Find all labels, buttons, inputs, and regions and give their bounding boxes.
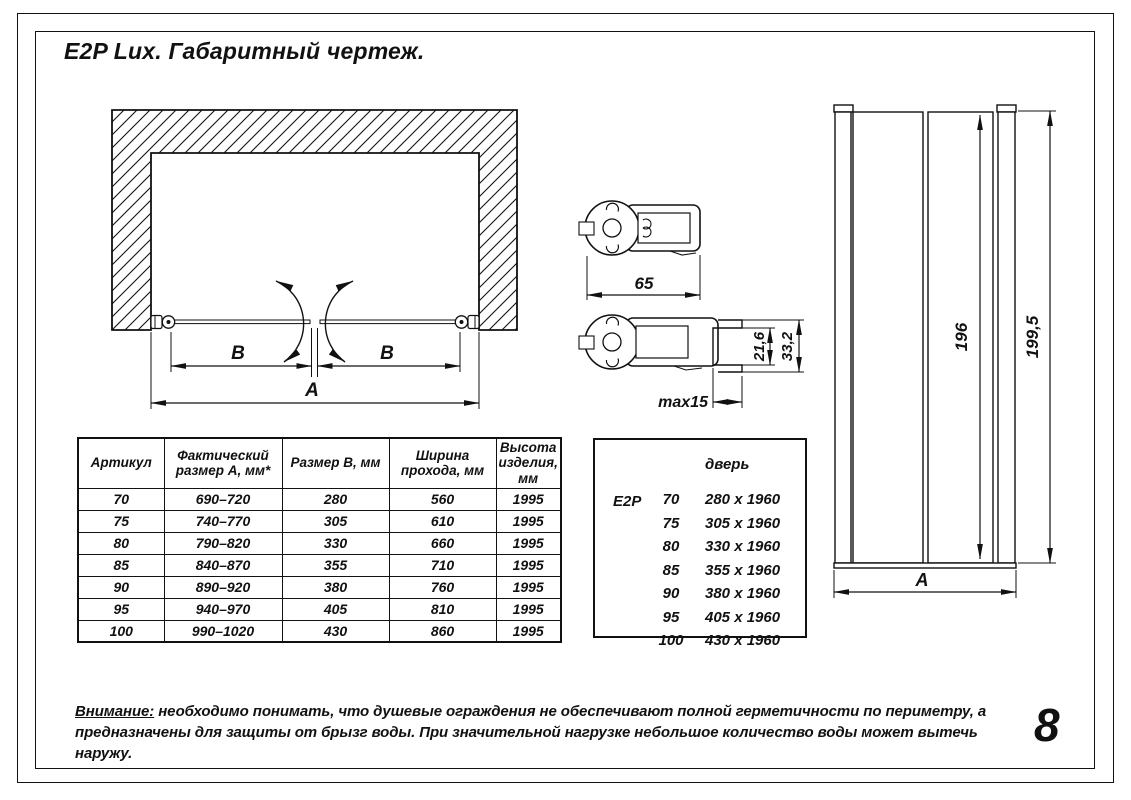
- table-row: [78, 576, 561, 598]
- cell: 890–920: [164, 576, 282, 598]
- list-item: [595, 609, 805, 633]
- door-dims: 405 x 1960: [705, 608, 781, 626]
- door-size: 95: [662, 608, 680, 626]
- cell: 610: [389, 510, 496, 532]
- cell: 85: [78, 554, 164, 576]
- bottom-rail: [834, 563, 1016, 568]
- list-item: [595, 538, 805, 562]
- profile-top-shape: [579, 201, 700, 255]
- header-articul: Артикул: [78, 438, 164, 488]
- door-right: [320, 320, 456, 324]
- cell: 430: [282, 620, 389, 642]
- cell: 330: [282, 532, 389, 554]
- door-dims: 280 x 1960: [705, 491, 781, 508]
- cell: 1995: [496, 532, 561, 554]
- profile-top-width-label: 65: [634, 274, 654, 293]
- cell: 95: [78, 598, 164, 620]
- cell: 560: [389, 488, 496, 510]
- header-pass-width: Ширина прохода, мм: [389, 438, 496, 488]
- cell: 1995: [496, 598, 561, 620]
- door-dims: 430 x 1960: [705, 632, 781, 649]
- cell: 1995: [496, 554, 561, 576]
- cell: 70: [78, 488, 164, 510]
- wall-profile-right: [998, 112, 1015, 563]
- header-size-b: Размер В, мм: [282, 438, 389, 488]
- header-actual-size-a: Фактический размер А, мм*: [164, 438, 282, 488]
- cell: 100: [78, 620, 164, 642]
- profile-top-drawing: [578, 198, 718, 310]
- door-dims: 355 x 1960: [705, 561, 781, 579]
- cell: 1995: [496, 576, 561, 598]
- door-dims: 380 x 1960: [705, 585, 781, 602]
- dim-a-label: A: [305, 380, 319, 401]
- list-item: [595, 515, 805, 539]
- page-number: 8: [1034, 699, 1060, 751]
- cell: 940–970: [164, 598, 282, 620]
- cell: 790–820: [164, 532, 282, 554]
- list-item: [595, 562, 805, 586]
- cell: 1995: [496, 620, 561, 642]
- slot-height-label: 21,6: [751, 331, 768, 362]
- wall-profile-left: [835, 112, 851, 563]
- front-view-drawing: [820, 95, 1070, 610]
- warning-label: Внимание:: [75, 703, 155, 720]
- cell: 80: [78, 532, 164, 554]
- dim-b-right-label: B: [380, 343, 394, 364]
- header-product-height: Высота изделия, мм: [496, 438, 561, 488]
- page-title: E2P Lux. Габаритный чертеж.: [64, 38, 425, 64]
- cell: 305: [282, 510, 389, 532]
- cell: 90: [78, 576, 164, 598]
- dim-b-left-label: B: [231, 343, 245, 364]
- cell: 405: [282, 598, 389, 620]
- front-width-label: A: [915, 570, 929, 590]
- door-size: 80: [662, 538, 680, 555]
- list-item: [595, 585, 805, 609]
- cell: 1995: [496, 510, 561, 532]
- cell: 810: [389, 598, 496, 620]
- door-table-series: E2P: [613, 493, 642, 510]
- cell: 710: [389, 554, 496, 576]
- front-panels: [834, 105, 1016, 568]
- cell: 280: [282, 488, 389, 510]
- table-row: [78, 554, 561, 576]
- profile-side-drawing: [578, 308, 823, 414]
- list-item: [595, 632, 805, 656]
- spec-table-header-row: [78, 438, 561, 488]
- cell: 1995: [496, 488, 561, 510]
- warning-text: необходимо понимать, что душевые ограждения не обеспечивают полной герметичности по периметру, а предназначены для защиты от брызг воды. При значительной нагрузке небольшое количество воды может вытечь наружу.: [75, 703, 987, 762]
- cell: 380: [282, 576, 389, 598]
- outer-height-label: 33,2: [779, 331, 796, 362]
- door-dims: 305 x 1960: [705, 514, 781, 532]
- cell: 75: [78, 510, 164, 532]
- table-row: [78, 488, 561, 510]
- total-height-label: 199,5: [1023, 315, 1042, 359]
- cell: 660: [389, 532, 496, 554]
- table-row: [78, 532, 561, 554]
- plan-view-drawing: [95, 100, 525, 415]
- hinge-left-icon: [151, 316, 175, 329]
- cell: 740–770: [164, 510, 282, 532]
- cell: 840–870: [164, 554, 282, 576]
- spec-table: [77, 437, 562, 643]
- door-size: 85: [662, 561, 680, 579]
- door-table-rows: [595, 491, 805, 656]
- cell: 990–1020: [164, 620, 282, 642]
- door-table-header: дверь: [705, 456, 750, 473]
- list-item: [595, 491, 805, 515]
- door-size-table: [593, 438, 807, 649]
- door-dims: 330 x 1960: [705, 538, 781, 555]
- wall-hatch: [112, 110, 517, 330]
- profile-side-shape: [579, 315, 742, 372]
- table-row: [78, 598, 561, 620]
- cell: 760: [389, 576, 496, 598]
- cell: 690–720: [164, 488, 282, 510]
- max-depth-label: max15: [658, 394, 708, 411]
- cell: 355: [282, 554, 389, 576]
- door-size: 90: [662, 585, 680, 602]
- door-size: 100: [658, 632, 684, 649]
- inner-height-label: 196: [952, 322, 971, 352]
- hinge-right-icon: [455, 316, 479, 329]
- warning-note: [75, 701, 1023, 764]
- door-panel-left: [853, 112, 923, 563]
- cell: 860: [389, 620, 496, 642]
- table-row: [78, 620, 561, 642]
- door-left: [174, 320, 310, 324]
- door-size: 70: [662, 491, 680, 508]
- door-size: 75: [662, 514, 680, 532]
- table-row: [78, 510, 561, 532]
